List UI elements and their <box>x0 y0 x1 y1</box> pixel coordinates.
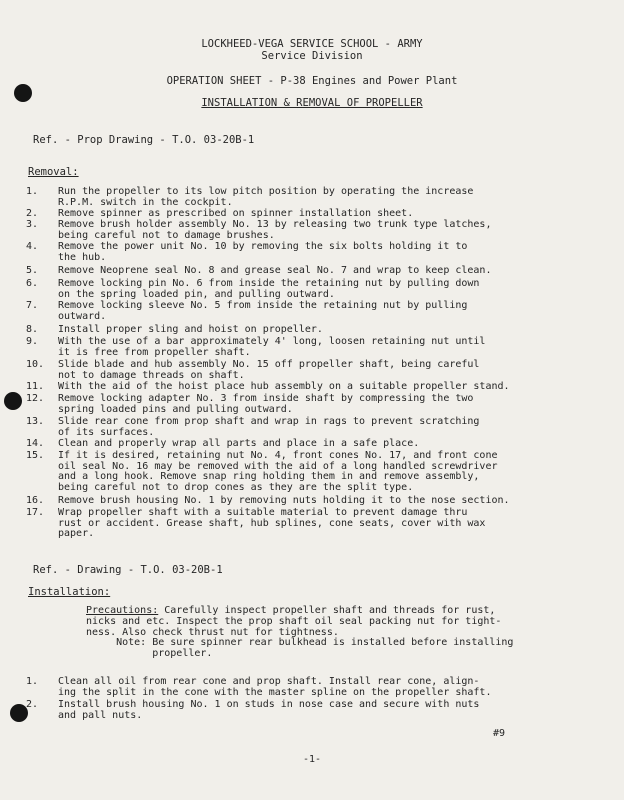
step-number: 17. <box>26 507 45 518</box>
step-number: 11. <box>26 381 45 392</box>
handwritten-mark: #9 <box>493 728 506 739</box>
removal-step <box>26 451 618 493</box>
removal-step <box>26 417 618 438</box>
step-text: Install brush housing No. 1 on studs in nose case and secure with nuts and pall nuts. <box>58 699 480 721</box>
removal-step <box>26 508 618 540</box>
removal-step <box>26 187 618 208</box>
removal-step <box>26 382 618 393</box>
step-number: 1. <box>26 676 39 687</box>
precautions-text: nicks and etc. Inspect the prop shaft oil seal packing nut for tight- ness. Also check thrust nut for tightness. <box>86 615 502 638</box>
precautions-first-line: Carefully inspect propeller shaft and threads for rust, <box>158 605 496 616</box>
step-text: Remove locking sleeve No. 5 from inside the retaining nut by pulling outward. <box>58 300 468 322</box>
reference-line-installation: Ref. - Drawing - T.O. 03-20B-1 <box>33 564 223 576</box>
removal-step <box>26 439 618 450</box>
reference-line-removal: Ref. - Prop Drawing - T.O. 03-20B-1 <box>33 134 255 146</box>
precautions-note: Note: Be sure spinner rear bulkhead is installed before installing propeller. <box>116 637 514 660</box>
step-text: Remove locking adapter No. 3 from inside shaft by compressing the two spring loaded pins and pulling outward. <box>58 393 474 415</box>
installation-step <box>26 677 618 698</box>
step-number: 14. <box>26 438 45 449</box>
step-number: 3. <box>26 219 39 230</box>
step-number: 12. <box>26 393 45 404</box>
step-text: Clean and properly wrap all parts and place in a safe place. <box>58 438 420 449</box>
step-text: Remove brush housing No. 1 by removing nuts holding it to the nose section. <box>58 495 510 506</box>
step-number: 5. <box>26 265 39 276</box>
removal-step <box>26 496 618 507</box>
removal-step <box>26 209 618 220</box>
step-text: With the aid of the hoist place hub assembly on a suitable propeller stand. <box>58 381 510 392</box>
step-number: 6. <box>26 278 39 289</box>
removal-step <box>26 325 618 336</box>
step-number: 7. <box>26 300 39 311</box>
step-text: Wrap propeller shaft with a suitable material to prevent damage thru rust or accident. Grease shaft, hub splines, cone seats, cover with wax paper. <box>58 507 486 540</box>
removal-step <box>26 220 618 241</box>
removal-step <box>26 301 618 322</box>
removal-step <box>26 242 618 263</box>
step-text: Slide blade and hub assembly No. 15 off propeller shaft, being careful not to damage threads on shaft. <box>58 359 480 381</box>
installation-step <box>26 700 618 721</box>
step-number: 2. <box>26 699 39 710</box>
step-text: Slide rear cone from prop shaft and wrap in rags to prevent scratching of its surfaces. <box>58 416 480 438</box>
removal-step <box>26 337 618 358</box>
removal-heading: Removal: <box>28 166 79 178</box>
page-number: -1- <box>302 754 322 765</box>
step-text: Remove locking pin No. 6 from inside the retaining nut by pulling down on the spring loaded pin, and pulling outward. <box>58 278 480 300</box>
punch-hole-middle <box>4 392 22 410</box>
removal-step <box>26 266 618 277</box>
removal-step <box>26 394 618 415</box>
step-text: With the use of a bar approximately 4' long, loosen retaining nut until it is free from propeller shaft. <box>58 336 486 358</box>
precautions-block <box>86 606 513 660</box>
step-number: 1. <box>26 186 39 197</box>
step-text: If it is desired, retaining nut No. 4, front cones No. 17, and front cone oil seal No. 16 may be removed with the aid of a long handled screwdriver and a long hook. Remove snap ring holding them in and remove assembly, being careful not to drop cones as they are the split type. <box>58 450 498 493</box>
division-name: Service Division <box>261 50 363 62</box>
step-text: Run the propeller to its low pitch position by operating the increase R.P.M. switch in the cockpit. <box>58 186 474 208</box>
step-number: 9. <box>26 336 39 347</box>
document-title: INSTALLATION & REMOVAL OF PROPELLER <box>201 97 423 109</box>
step-number: 15. <box>26 450 45 461</box>
step-text: Clean all oil from rear cone and prop shaft. Install rear cone, align- ing the split in the cone with the master spline on the propeller shaft. <box>58 676 492 698</box>
removal-step <box>26 279 618 300</box>
step-text: Remove the power unit No. 10 by removing the six bolts holding it to the hub. <box>58 241 468 263</box>
step-number: 16. <box>26 495 45 506</box>
step-text: Remove Neoprene seal No. 8 and grease seal No. 7 and wrap to keep clean. <box>58 265 492 276</box>
step-number: 10. <box>26 359 45 370</box>
installation-heading: Installation: <box>28 586 111 598</box>
step-text: Remove brush holder assembly No. 13 by releasing two trunk type latches, being careful not to damage brushes. <box>58 219 492 241</box>
step-text: Remove spinner as prescribed on spinner installation sheet. <box>58 208 414 219</box>
step-number: 13. <box>26 416 45 427</box>
step-number: 2. <box>26 208 39 219</box>
step-number: 4. <box>26 241 39 252</box>
precautions-label: Precautions: <box>86 605 159 616</box>
step-text: Install proper sling and hoist on propeller. <box>58 324 323 335</box>
school-name: LOCKHEED-VEGA SERVICE SCHOOL - ARMY <box>201 38 423 50</box>
operation-sheet-title: OPERATION SHEET - P-38 Engines and Power Plant <box>166 75 458 87</box>
removal-step <box>26 360 618 381</box>
step-number: 8. <box>26 324 39 335</box>
